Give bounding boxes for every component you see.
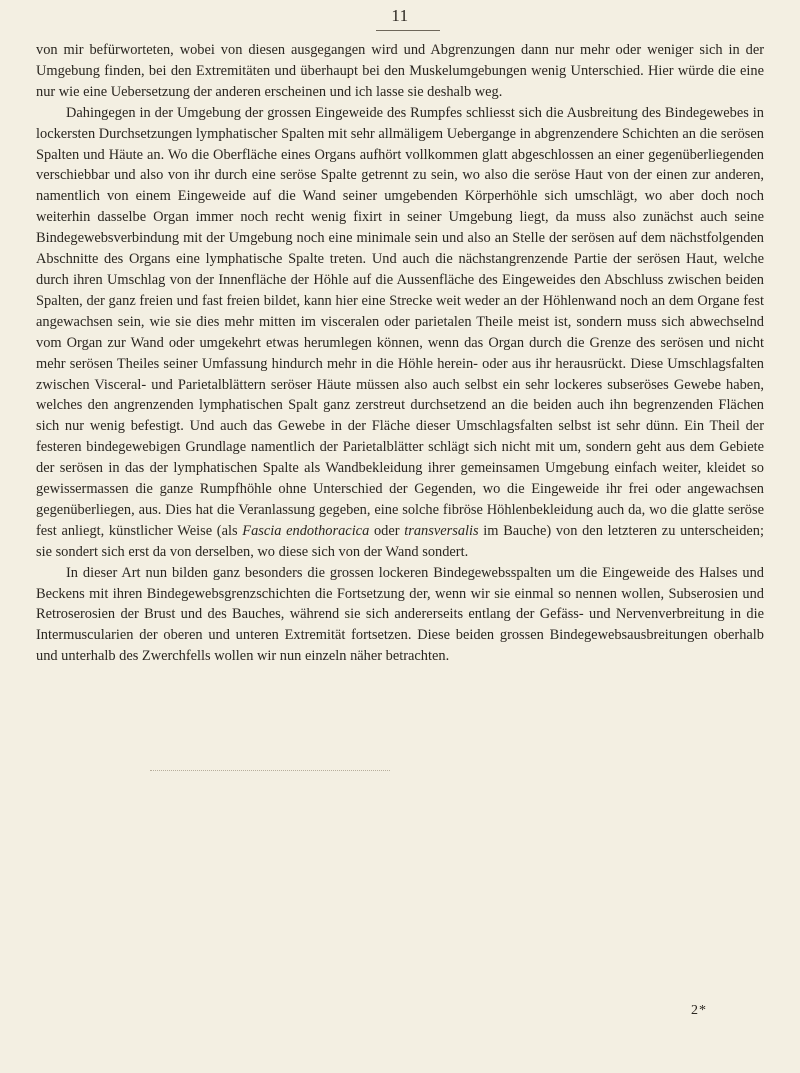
paragraph-1: von mir befürworteten, wobei von diesen ausgegangen wird und Abgrenzungen dann nur mehr oder weniger sich in der Umgebung finden, bei den Extremitäten und überhaupt bei den Muskelumgebungen wenig Unterschied. Hier würde die eine nur wie eine Uebersetzung der anderen erscheinen und ich lasse sie deshalb weg.	[36, 42, 764, 100]
paragraph-2-connector: oder	[369, 522, 405, 539]
body-text	[36, 40, 764, 667]
italic-term-transversalis: transversalis	[404, 522, 479, 539]
page-number: 11	[391, 6, 409, 25]
header-rule	[376, 30, 440, 31]
paragraph-2-text: Dahingegen in der Umgebung der grossen Eingeweide des Rumpfes schliesst sich die Ausbreitung des Bindegewebes in lockersten Durchsetzungen lymphatischer Spalten mit sehr allmäligem Uebergange in abgrenzendere Schichten an die serösen Spalten und Häute an. Wo die Oberfläche eines Organs aufhört vollkommen glatt abgeschlossen an einer gegenüberliegenden verschiebbar und also von ihr durch eine seröse Spalte getrennt zu sein, wo also die seröse Haut von der einen zur anderen, namentlich von einem Eingeweide auf die Wand seiner umgebenden Körperhöhle sich umschlägt, wo aber doch noch weiterhin dasselbe Organ immer noch recht wenig fixirt in seiner Umgebung liegt, da muss also zunächst auch seine Bindegewebsverbindung mit der Umgebung noch eine minimale sein und also an Stelle der serösen auf dem nächstfolgenden Abschnitte des Organs eine lymphatische Spalte treten. Und auch die nächstangrenzende Partie der serösen Haut, welche durch ihren Umschlag von der Innenfläche der Höhle auf die Aussenfläche des Eingeweides den Abschluss zwischen beiden Spalten, der ganz freien und fast freien bildet, kann hier eine Strecke weit weder an der Höhlenwand noch an dem Organe fest angewachsen sein, wie sie dies mehr mitten im visceralen oder parietalen Theile meist ist, sondern muss sich abwechselnd vom Organ zur Wand oder umgekehrt etwas herumlegen können, wenn das Organ durch die Grenze des serösen und nicht mehr serösen Theiles seiner Umfassung hindurch mehr in die Höhle herein- oder aus ihr herausrückt. Diese Umschlagsfalten zwischen Visceral- und Parietalblättern seröser Häute müssen also auch selbst ein sehr lockeres subseröses Gewebe haben, welches den angrenzenden lymphatischen Spalt ganz zerstreut durchsetzend an die beiden auch ihn begrenzenden Flächen sich nur wenig befestigt. Und auch das Gewebe in der Fläche dieser Umschlagsfalten selbst ist sehr dünn. Ein Theil der festeren bindegewebigen Grundlage namentlich der Parietalblätter schlägt sich nicht mit um, sondern geht aus dem Gebiete der serösen in das der lymphatischen Spalte als Wandbekleidung ihrer gemeinsamen Umgebung einfach weiter, kleidet so gewissermassen die ganze Rumpfhöhle ohne Unterschied der Gegenden, wo die Eingeweide ihr frei oder angewachsen gegenüberliegen, aus. Dies hat die Veranlassung gegeben, eine solche fibröse Höhlenbekleidung auch da, wo die glatte seröse fest anliegt, künstlicher Weise (als	[36, 104, 764, 539]
signature-mark: 2*	[691, 1003, 707, 1018]
faint-rule	[150, 770, 390, 771]
paragraph-3: In dieser Art nun bilden ganz besonders die grossen lockeren Bindegewebsspalten um die Eingeweide des Halses und Beckens mit ihren Bindegewebsgrenzschichten die Fortsetzung der, wenn wir sie einmal so nennen wollen, Subserosien und Retroserosien der Brust und des Bauches, während sie sich andererseits entlang der Gefäss- und Nervenverbreitung in die Intermuscularien der oberen und unteren Extremität fortsetzen. Diese beiden grossen Bindegewebsausbreitungen oberhalb und unterhalb des Zwerchfells wollen wir nun einzeln näher betrachten.	[36, 564, 764, 665]
paragraph-2-tail: im Bauche) von den letzteren zu unterscheiden; sie sondert sich erst da von derselben, wo diese sich von der Wand sondert.	[36, 522, 765, 560]
paragraph-2	[36, 103, 764, 563]
italic-term-fascia-endothoracica: Fascia endothoracica	[242, 522, 370, 539]
